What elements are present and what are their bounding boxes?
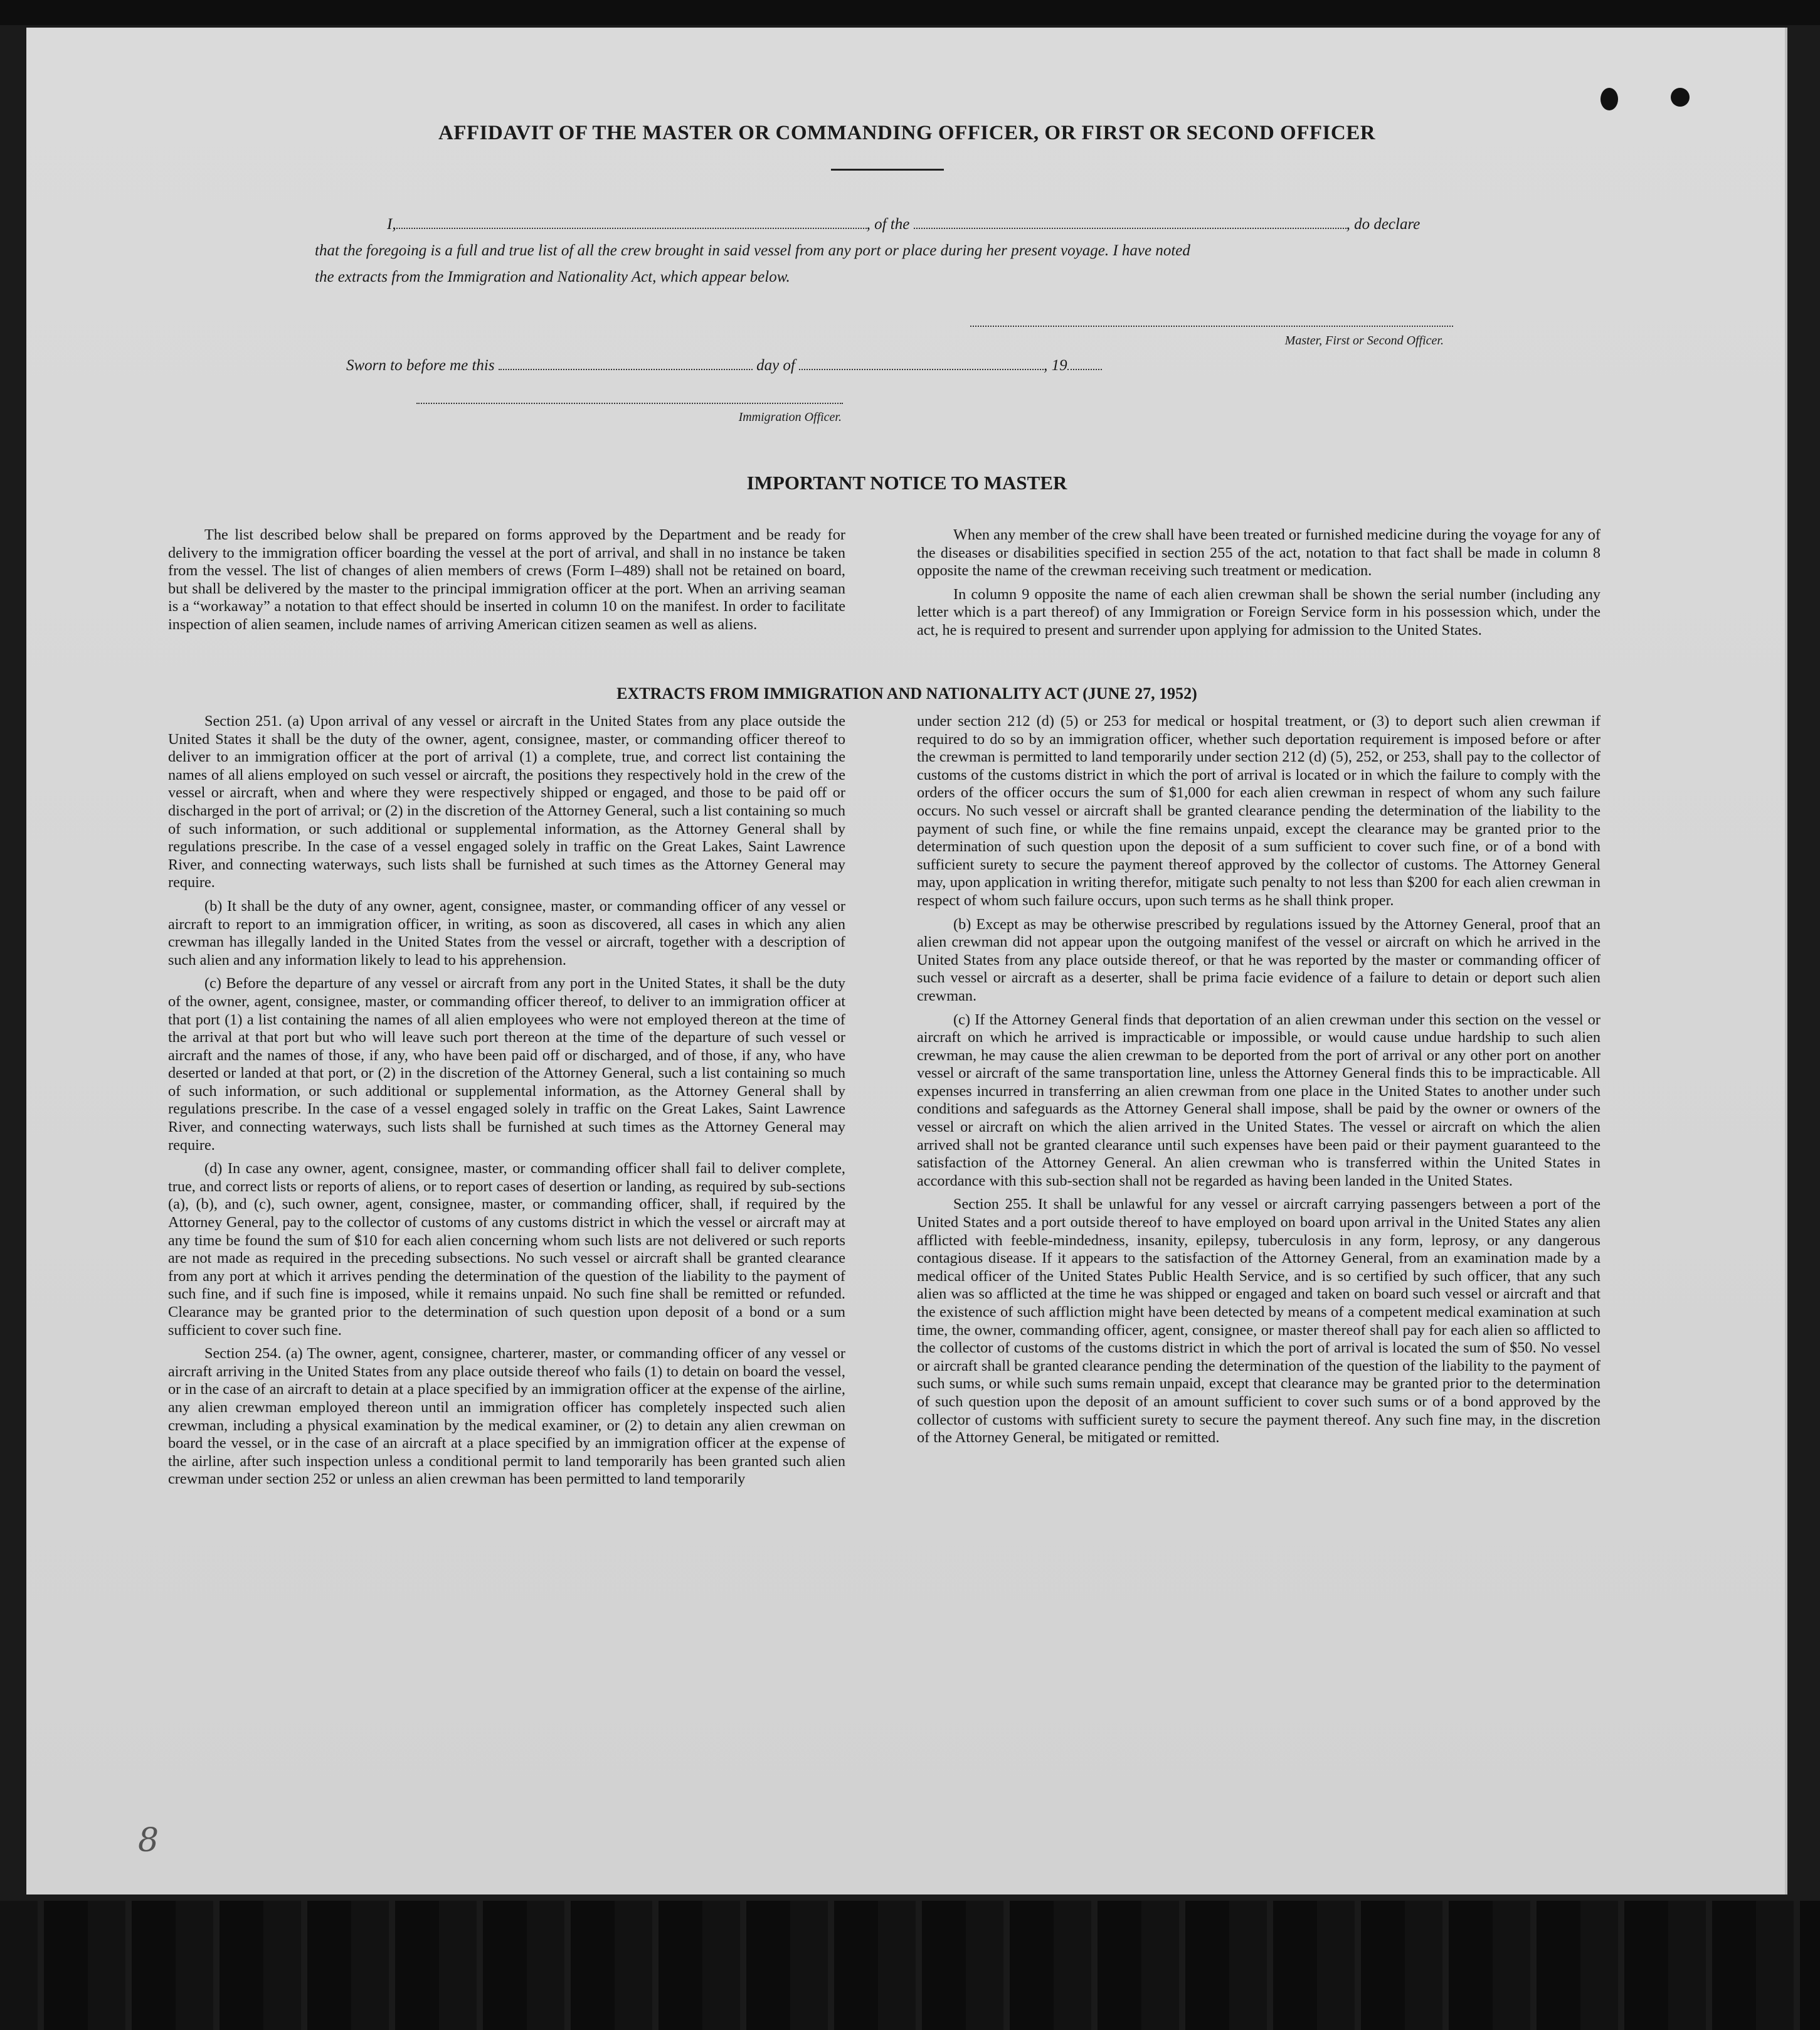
sworn-line [346,357,1102,375]
section-254c: (c) If the Attorney General finds that deportation of an alien crewman under this section on the vessel or aircraft on which he arrived is impracticable or impossible, or would cause undue hardship to such alien crewman, he may cause the alien crewman to be deported from the port of arrival or any other port on another vessel or aircraft of the same transportation line, unless the Attorney General finds this to be impracticable. All expenses incurred in transferring an alien crewman from one place in the United States to another under such conditions and safeguards as the Attorney General shall impose, shall be paid by the owner or owners of the vessel or aircraft on which the alien arrived in the United States. The vessel or aircraft on which the alien arrived shall not be granted clearance until such expenses have been paid or their payment guaranteed to the satisfaction of the Attorney General. An alien crewman who is transferred within the United States in accordance with this sub-section shall not be regarded as having been landed in the United States. [917,1011,1600,1189]
title-rule [831,169,944,171]
scan-frame-bottom [0,1901,1820,2030]
year-label: , 19 [1044,357,1067,374]
notice-paragraph: The list described below shall be prepared on forms approved by the Department and be ready for delivery to the immigration officer boarding the vessel at the port of arrival, and shall in no instance be taken from the vessel. The list of changes of alien members of crews (Form I–489) shall not be retained on board, but shall be delivered by the master to the principal immigration officer at the port. When an arriving seaman is a “workaway” a notation to that effect should be inserted in column 10 on the manifest. In order to facilitate inspection of alien seamen, include names of arriving American citizen seamen as well as aliens. [168,526,845,633]
notice-right-column [917,526,1600,640]
sworn-label: Sworn to before me this [346,357,495,374]
immigration-officer-signature-line[interactable] [416,403,843,404]
affidavit-title: AFFIDAVIT OF THE MASTER OR COMMANDING OFFICER, OR FIRST OR SECOND OFFICER [438,122,1376,144]
extracts-left-column [168,713,845,1489]
immigration-officer-label: Immigration Officer. [738,410,842,424]
section-255: Section 255. It shall be unlawful for any vessel or aircraft carrying passengers between a port of the United States and a port outside thereof to have employed on board upon arrival in the United States any alien afflicted with feeble-mindedness, insanity, epilepsy, tuberculosis in any form, leprosy, or any dangerous contagious disease. If it appears to the satisfaction of the Attorney General, from an examination made by a medical officer of the United States Public Health Service, and is so certified by such officer, that any such alien was so afflicted at the time he was shipped or engaged and taken on board such vessel or aircraft and that the existence of such affliction might have been detected by means of a competent medical examination at such time, the owner, commanding officer, agent, consignee, or master thereof shall pay for each alien so afflicted to the collector of customs of the customs district in which the port of arrival is located the sum of $50. No vessel or aircraft shall be granted clearance pending the determination of the question of the liability to the payment of such sums, or while such sums remain unpaid, except that clearance may be granted prior to the determination of such question upon the deposit of an amount sufficient to cover such sums or of a bond approved by the collector of customs with sufficient surety to secure the payment thereof. Any such fine may, in the discretion of the Attorney General, be mitigated or remitted. [917,1196,1600,1447]
declaration-line-1 [315,216,1456,233]
section-254a: Section 254. (a) The owner, agent, consignee, charterer, master, or commanding officer of any vessel or aircraft arriving in the United States from any place outside thereof who fails (1) to detain on board the vessel, or in the case of an aircraft to detain at a place specified by an immigration officer at the expense of the airline, any alien crewman employed thereon until an immigration officer has completely inspected such alien crewman, including a physical examination by the medical examiner, or (2) to detain any alien crewman on board the vessel, or in the case of an aircraft at a place specified by an immigration officer at the expense of the airline, after such inspection unless a conditional permit to land temporarily has been granted such alien crewman under section 252 or unless an alien crewman has been permitted to land temporarily [168,1345,845,1488]
declaration-line-2: that the foregoing is a full and true list of all the crew brought in said vessel from any port or place during her present voyage. I have noted [315,242,1190,259]
extracts-right-column [917,713,1600,1447]
section-254b: (b) Except as may be otherwise prescribed by regulations issued by the Attorney General, proof that an alien crewman did not appear upon the outgoing manifest of the vessel or aircraft on which he arrived in the United States from any place outside thereof, or that he was reported by the master or commanding officer of such vessel or aircraft as a deserter, shall be prima facie evidence of a failure to detain or deport such alien crewman. [917,915,1600,1004]
document-page [26,28,1787,1894]
day-of-label: day of [756,357,795,374]
section-251a: Section 251. (a) Upon arrival of any vessel or aircraft in the United States from any place outside the United States it shall be the duty of the owner, agent, consignee, master, or commanding officer thereof to deliver to an immigration officer at the port of arrival (1) a complete, true, and correct list containing the names of all aliens employed on such vessel or aircraft, the positions they respectively hold in the crew of the vessel or aircraft, when and where they were respectively shipped or engaged, and those to be paid off or discharged in the port of arrival; or (2) in the discretion of the Attorney General, such a list containing so much of such information, or such additional or supplemental information, as the Attorney General shall by regulations prescribe. In the case of a vessel engaged solely in traffic on the Great Lakes, Saint Lawrence River, and connecting waterways, such lists shall be furnished at such times as the Attorney General may require. [168,713,845,891]
year-blank[interactable] [1067,358,1102,370]
i-label: I, [387,216,396,233]
ink-blot [1671,88,1690,107]
master-signature-line[interactable] [970,326,1453,327]
notice-left-column [168,526,845,634]
section-254a-continued: under section 212 (d) (5) or 253 for medical or hospital treatment, or (3) to deport such alien crewman if required to do so by an immigration officer, whether such deportation requirement is imposed before or after the crewman is permitted to land temporarily under section 212 (d) (5), 252, or 253, shall pay to the collector of customs of the customs district in which the port of arrival is located or in which the failure to comply with the orders of the officer occurs the sum of $1,000 for each alien crewman in respect of whom any such failure occurs. No such vessel or aircraft shall be granted clearance pending the determination of the liability to the payment of such fine, or while the fine remains unpaid, except the clearance may be granted prior to the determination of such question upon the deposit of a sum sufficient to cover such fine, or of a bond with sufficient surety to secure the payment thereof approved by the collector of customs. The Attorney General may, upon application in writing therefor, mitigate such penalty to not less than $200 for each alien crewman in respect of whom such failure occurs, upon such terms as he shall think proper. [917,713,1600,909]
notice-paragraph: In column 9 opposite the name of each alien crewman shall be shown the serial number (including any letter which is a part thereof) of any Immigration or Foreign Service form in his possession which, under the act, he is required to present and surrender upon applying for admission to the United States. [917,585,1600,639]
declaration-line-3: the extracts from the Immigration and Nationality Act, which appear below. [315,268,790,285]
month-blank[interactable] [799,358,1044,370]
of-the-label: , of the [866,216,910,233]
declare-label: , do declare [1346,216,1421,233]
section-251b: (b) It shall be the duty of any owner, agent, consignee, master, or commanding officer of any vessel or aircraft to report to an immigration officer, in writing, as soon as discovered, all cases in which any alien crewman has illegally landed in the United States from the vessel or aircraft, together with a description of such alien and any information likely to lead to his apprehension. [168,897,845,969]
section-251d: (d) In case any owner, agent, consignee, master, or commanding officer shall fail to deliver complete, true, and correct lists or reports of aliens, or to report cases of desertion or landing, as required by sub-sections (a), (b), and (c), such owner, agent, consignee, master, or commanding officer, shall, if required by the Attorney General, pay to the collector of customs of any customs district in which the vessel or aircraft may at any time be found the sum of $10 for each alien concerning whom such lists are not delivered or such reports are not made as required in the preceding subsections. No such vessel or aircraft shall be granted clearance from any port at which it arrives pending the determination of the question of the liability to the payment of such fine, and if such fine is imposed, while it remains unpaid. No such fine shall be remitted or refunded. Clearance may be granted prior to the determination of such question upon deposit of a bond or a sum sufficient to cover such fine. [168,1160,845,1339]
notice-heading: IMPORTANT NOTICE TO MASTER [746,472,1067,494]
day-blank[interactable] [499,358,753,370]
section-251c: (c) Before the departure of any vessel or aircraft from any port in the United States, it shall be the duty of the owner, agent, consignee, master, or commanding officer thereof, to deliver to an immigration officer at that port (1) a list containing the names of all alien employees who were not employed thereon at the time of the arrival at that port but who will leave such port thereon at the time of the departure of such vessel or aircraft and the names of those, if any, who have been paid off or discharged, and of those, if any, who have deserted or landed at that port, or (2) in the discretion of the Attorney General, such a list containing so much of such information, or such additional or supplemental information, as the Attorney General shall by regulations prescribe. In the case of a vessel engaged solely in traffic on the Great Lakes, Saint Lawrence River, and connecting waterways, such lists shall be furnished at such times as the Attorney General may require. [168,975,845,1154]
notice-paragraph: When any member of the crew shall have been treated or furnished medicine during the voyage for any of the diseases or disabilities specified in section 255 of the act, notation to that fact shall be made in column 8 opposite the name of the crewman receiving such treatment or medication. [917,526,1600,580]
margin-handwritten-mark: 8 [138,1822,159,1859]
ink-blot [1600,88,1618,110]
scan-frame-top [0,0,1820,25]
master-signature-label: Master, First or Second Officer. [1284,334,1444,348]
vessel-blank[interactable] [914,216,1346,229]
name-blank[interactable] [396,216,867,229]
extracts-heading: EXTRACTS FROM IMMIGRATION AND NATIONALITY ACT (JUNE 27, 1952) [616,684,1197,703]
